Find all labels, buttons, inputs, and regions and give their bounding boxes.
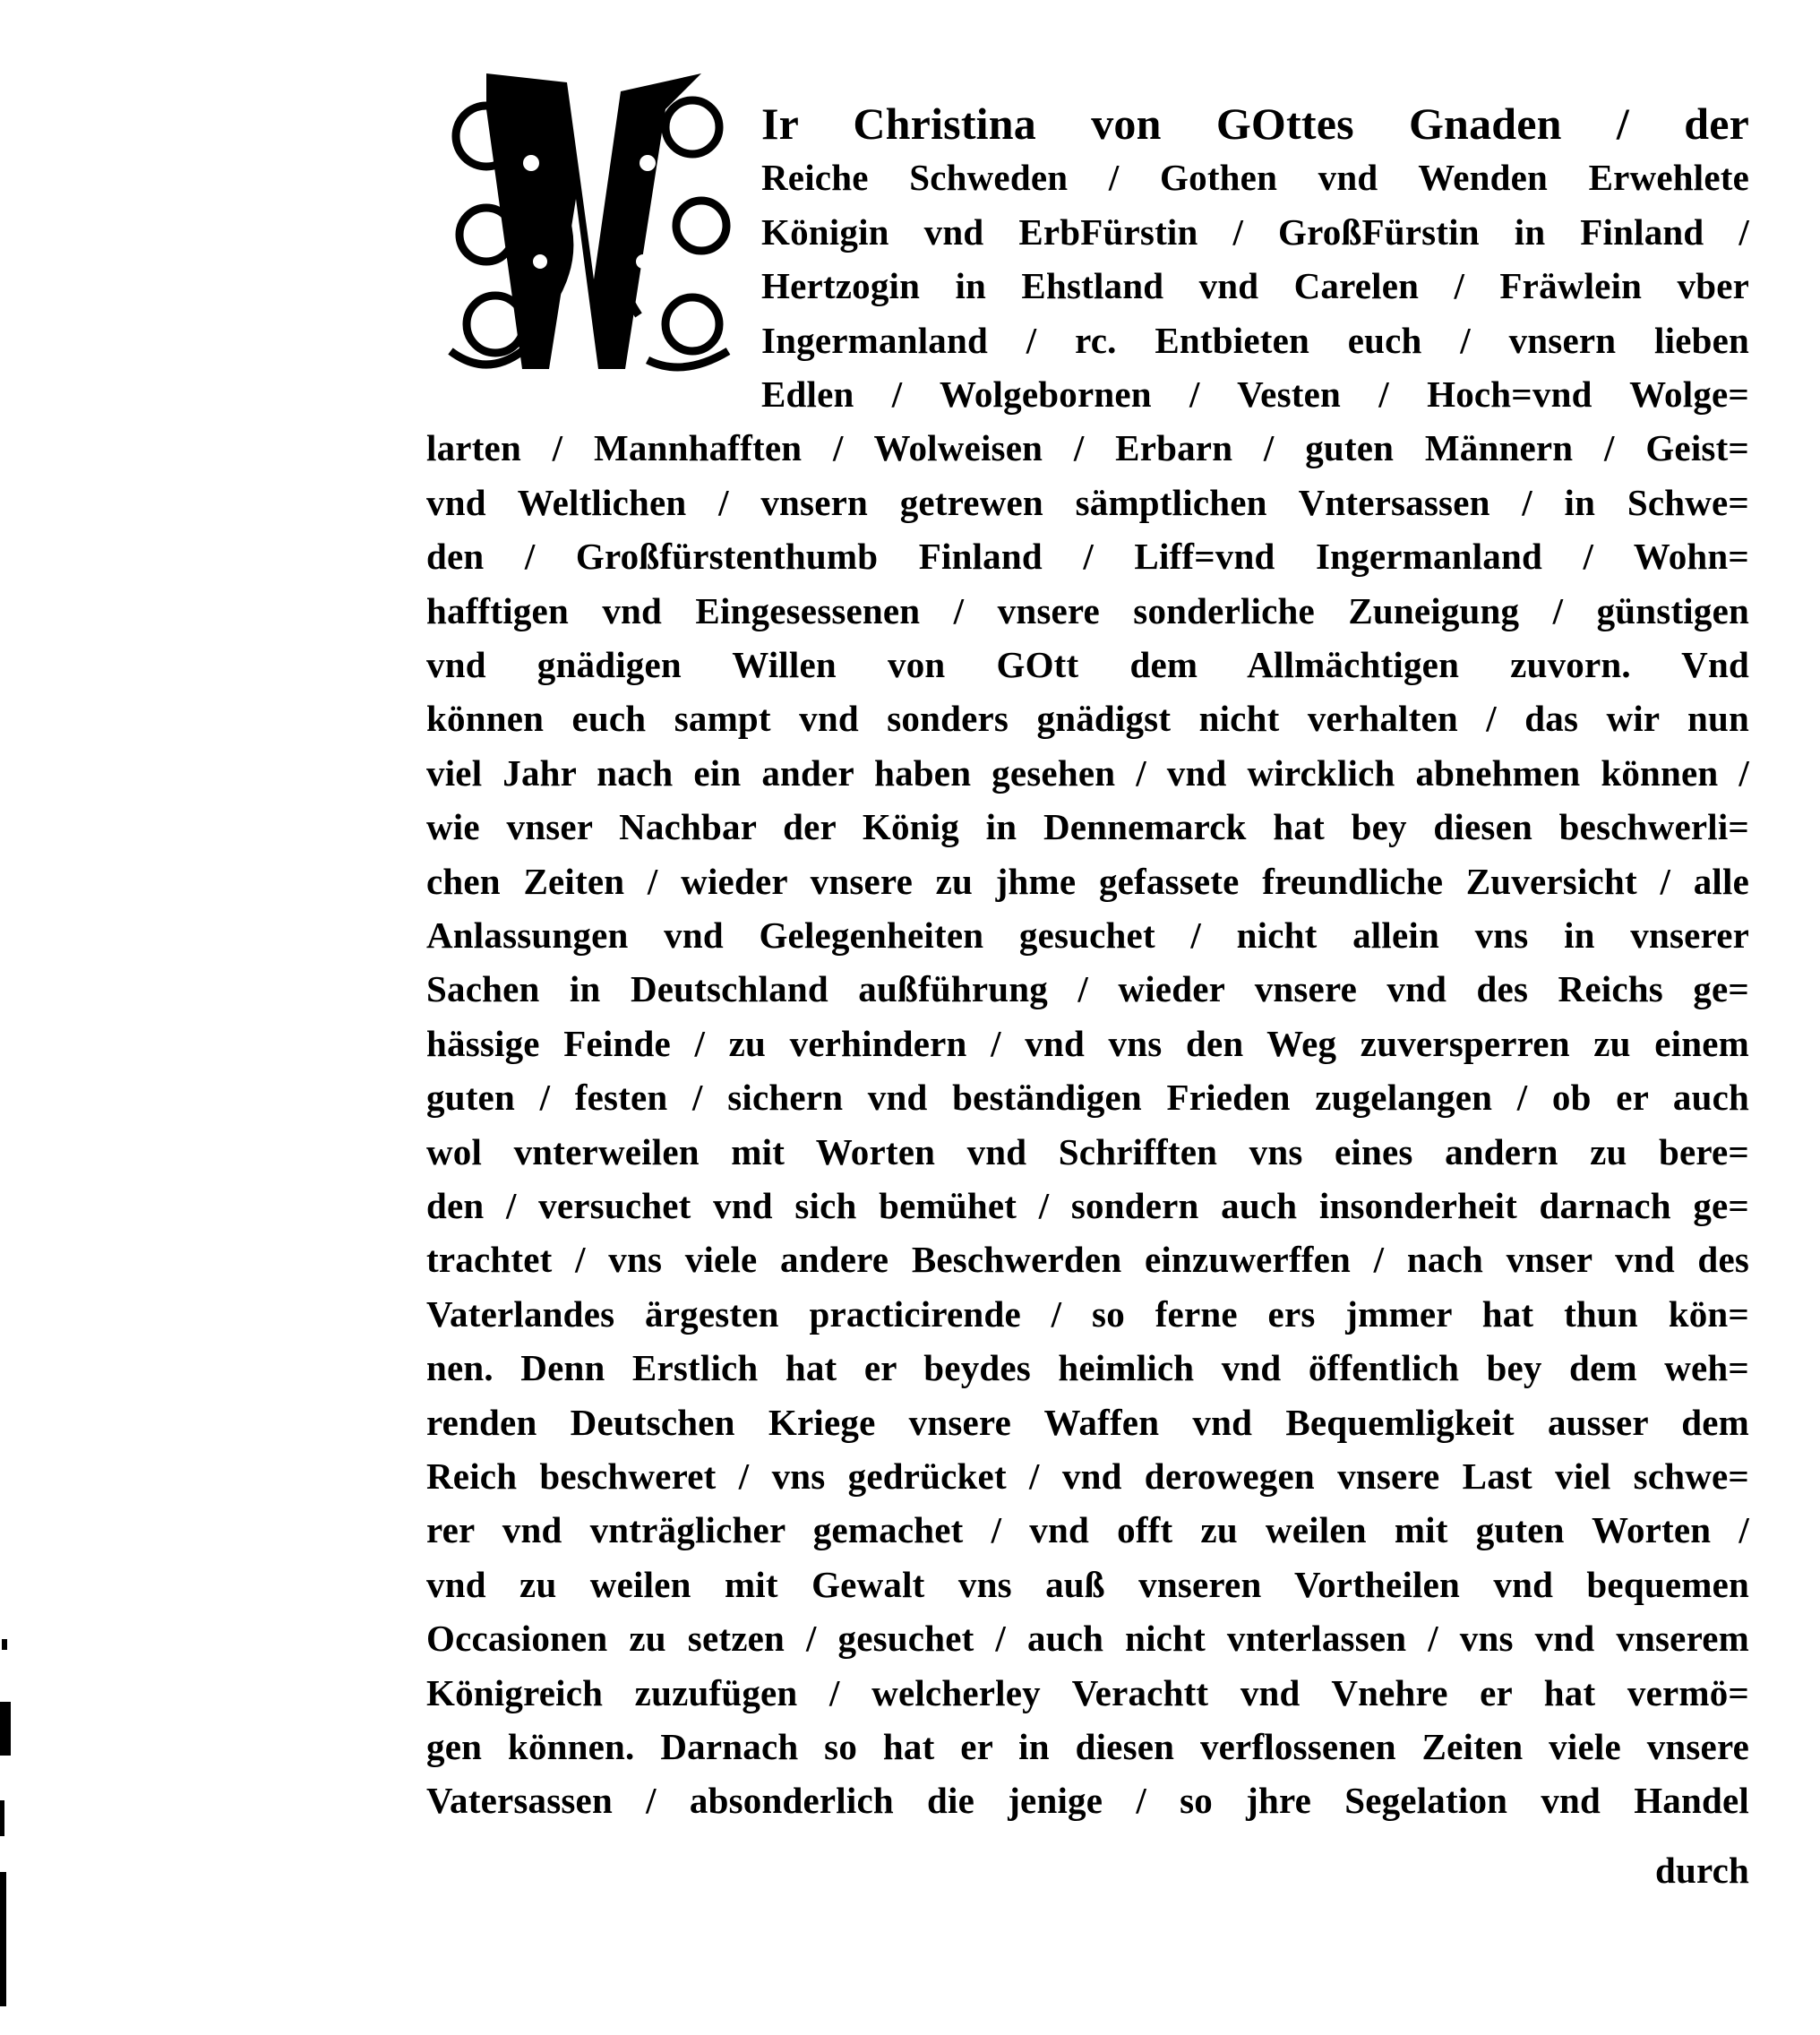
text-line: guten / festen / sichern vnd beständigen Frieden zugelangen / ob er auch xyxy=(426,1077,1749,1119)
text-line: den / versuchet vnd sich bemühet / sondern auch insonderheit darnach ge= xyxy=(426,1185,1749,1226)
text-line: Reiche Schweden / Gothen vnd Wenden Erwehlete xyxy=(761,157,1749,199)
text-line: hafftigen vnd Eingesessenen / vnsere sonderliche Zuneigung / günstigen xyxy=(426,589,1749,631)
text-line: viel Jahr nach ein ander haben gesehen / vnd wircklich abnehmen können / xyxy=(426,751,1749,794)
text-line: können euch sampt vnd sonders gnädigst nicht verhalten / das wir nun xyxy=(426,698,1749,740)
scan-mark xyxy=(2,1639,7,1650)
text-line: Hertzogin in Ehstland vnd Carelen / Fräwlein vber xyxy=(761,265,1749,307)
text-line: vnd gnädigen Willen von GOtt dem Allmächtigen zuvorn. Vnd xyxy=(426,644,1749,685)
text-line: trachtet / vns viele andere Beschwerden einzuwerffen / nach vnser vnd des xyxy=(426,1239,1749,1281)
text-line: Edlen / Wolgebornen / Vesten / Hoch=vnd Wolge= xyxy=(761,374,1749,415)
text-line: hässige Feinde / zu verhindern / vnd vns den Weg zuversperren zu einem xyxy=(426,1022,1749,1064)
text-line: Königin vnd ErbFürstin / GroßFürstin in Finland / xyxy=(761,210,1749,253)
text-line: Königreich zuzufügen / welcherley Verachtt vnd Vnehre er hat vermö= xyxy=(426,1671,1749,1713)
text-line: vnd zu weilen mit Gewalt vns auß vnseren Vortheilen vnd bequemen xyxy=(426,1563,1749,1605)
text-line: gen können. Darnach so hat er in diesen verflossenen Zeiten viele vnsere xyxy=(426,1726,1749,1767)
text-line: den / Großfürstenthumb Finland / Liff=vnd Ingermanland / Wohn= xyxy=(426,536,1749,578)
text-line: Ingermanland / rc. Entbieten euch / vnsern lieben xyxy=(761,319,1749,361)
text-line: Anlassungen vnd Gelegenheiten gesuchet / nicht allein vns in vnserer xyxy=(426,914,1749,956)
text-line: wol vnterweilen mit Worten vnd Schrifften vns eines andern zu bere= xyxy=(426,1130,1749,1172)
scan-mark xyxy=(0,1800,4,1836)
text-line: larten / Mannhafften / Wolweisen / Erbarn / guten Männern / Geist= xyxy=(426,427,1749,469)
text-line: Occasionen zu setzen / gesuchet / auch nicht vnterlassen / vns vnd vnserem xyxy=(426,1618,1749,1660)
decorated-initial-w xyxy=(433,56,755,389)
text-line: Vaterlandes ärgesten practicirende / so ferne ers jmmer hat thun kön= xyxy=(426,1292,1749,1335)
text-line: Reich beschweret / vns gedrücket / vnd derowegen vnsere Last viel schwe= xyxy=(426,1455,1749,1497)
scan-mark xyxy=(0,1872,6,2006)
text-line: rer vnd vnträglicher gemachet / vnd offt zu weilen mit guten Worten / xyxy=(426,1509,1749,1551)
text-line: nen. Denn Erstlich hat er beydes heimlich vnd öffentlich bey dem weh= xyxy=(426,1347,1749,1389)
text-line: Sachen in Deutschland außführung / wieder vnsere vnd des Reichs ge= xyxy=(426,968,1749,1010)
scan-mark xyxy=(0,1702,11,1756)
text-line: Ir Christina von GOttes Gnaden / der xyxy=(761,99,1749,149)
text-line: renden Deutschen Kriege vnsere Waffen vnd Bequemligkeit ausser dem xyxy=(426,1401,1749,1443)
text-line: Vatersassen / absonderlich die jenige / so jhre Segelation vnd Handel xyxy=(426,1780,1749,1822)
text-line: vnd Weltlichen / vnsern getrewen sämptlichen Vntersassen / in Schwe= xyxy=(426,481,1749,523)
catchword: durch xyxy=(1654,1850,1749,1891)
text-line: chen Zeiten / wieder vnsere zu jhme gefassete freundliche Zuversicht / alle xyxy=(426,860,1749,902)
text-line: wie vnser Nachbar der König in Dennemarck hat bey diesen beschwerli= xyxy=(426,806,1749,848)
